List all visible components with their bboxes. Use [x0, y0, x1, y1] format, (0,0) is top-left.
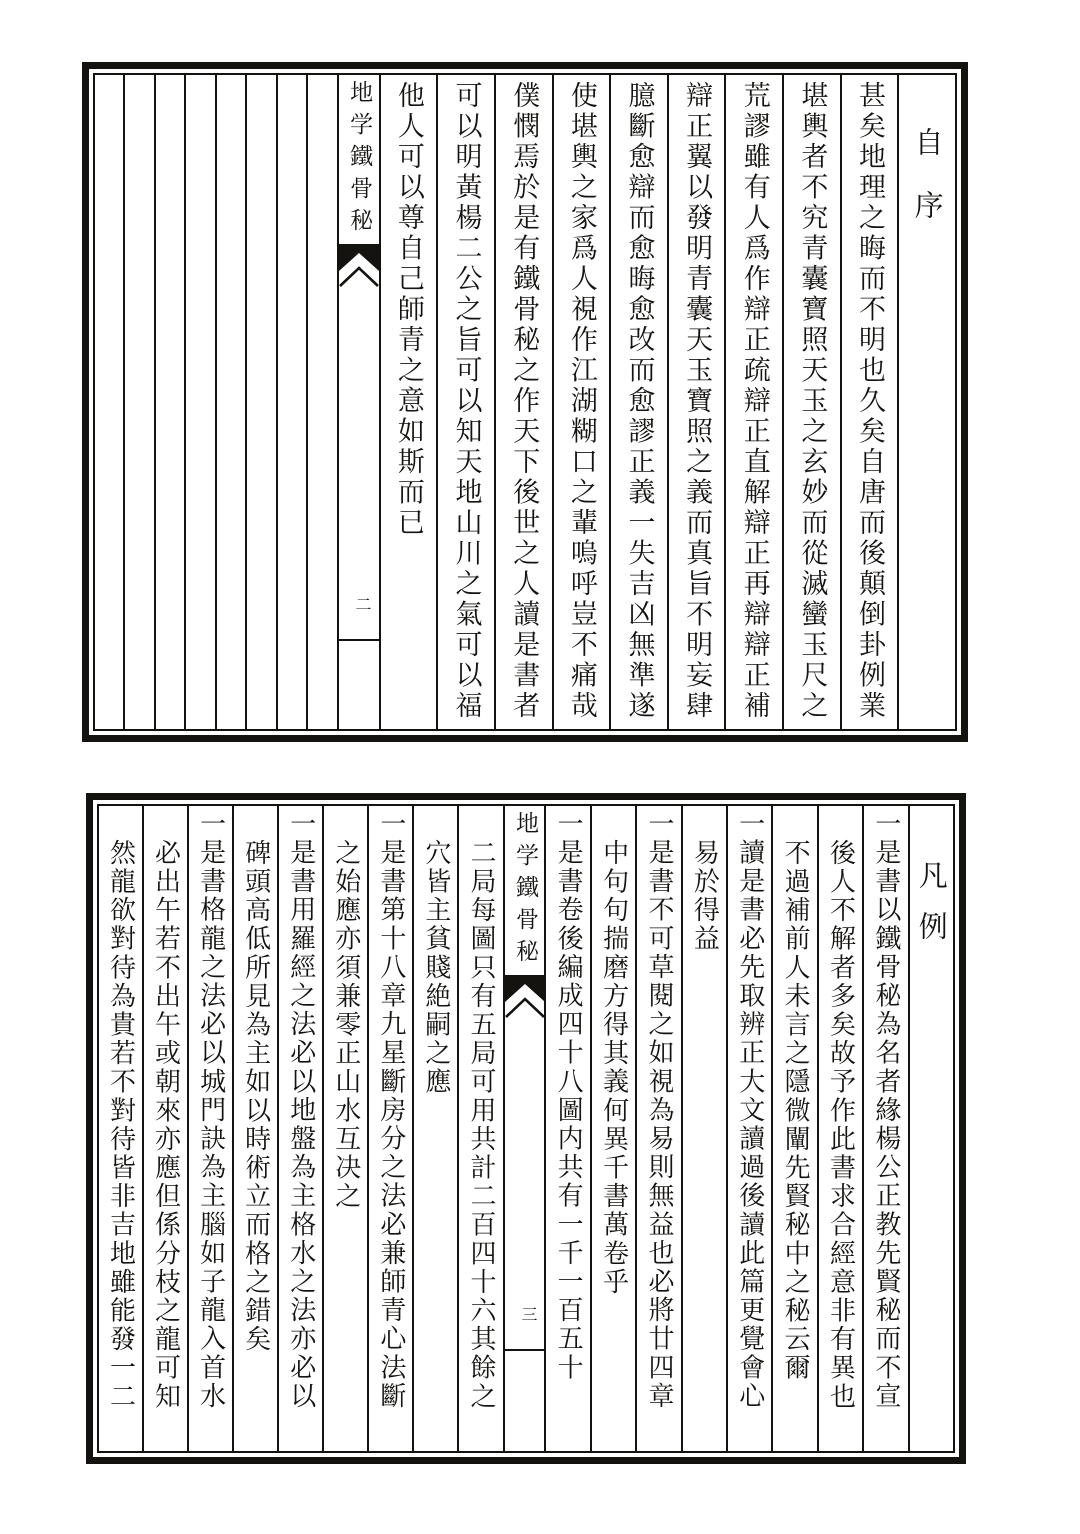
text-column — [782, 75, 840, 729]
blank-column — [276, 75, 306, 729]
column-text: 二局每圖只有五局可用共計二百四十六其餘之 — [465, 839, 496, 1411]
folio-number: 二 — [355, 595, 372, 614]
blank-column — [306, 75, 336, 729]
folio-number: 三 — [521, 1305, 538, 1324]
column-text: 中句句揣磨方得其義何異千書萬卷乎 — [598, 839, 629, 1297]
text-column — [367, 806, 412, 1451]
column-text: 荒謬雖有人爲作辯正疏辯正直解辯正再辯辯正補 — [738, 81, 770, 722]
fishtail-mark-icon — [339, 244, 379, 290]
column-text: 一讀是書必先取辨正大文讀過後讀此篇更覺會心 — [734, 810, 765, 1411]
column-text: 必出午若不出午或朝來亦應但係分枝之龍可知 — [150, 839, 181, 1411]
section-title-column — [908, 806, 953, 1451]
section-title-column — [897, 75, 955, 729]
blank-column — [215, 75, 245, 729]
column-text: 僕憫焉於是有鐵骨秘之作天下後世之人讀是書者 — [508, 81, 540, 722]
folio-preface-page — [82, 62, 968, 742]
text-column — [609, 75, 667, 729]
column-text: 辯正翼以發明青囊天玉寶照之義而真旨不明妄肆 — [681, 81, 713, 722]
text-column — [590, 806, 635, 1451]
text-column — [187, 806, 232, 1451]
column-text: 他人可以尊自己師青之意如斯而已 — [392, 81, 424, 539]
fold-bottom-box — [505, 1351, 545, 1451]
column-text: 易於得益 — [689, 839, 720, 954]
text-column — [232, 806, 277, 1451]
center-fold-column — [503, 806, 545, 1451]
column-text: 凡例 — [914, 860, 949, 962]
text-column — [99, 806, 142, 1451]
text-column — [322, 806, 367, 1451]
text-column — [862, 806, 907, 1451]
notes-left-column-group — [99, 806, 503, 1451]
fold-spacer — [339, 290, 379, 597]
column-text: 自序 — [910, 127, 945, 253]
text-column — [771, 806, 816, 1451]
fishtail-mark-icon — [505, 975, 545, 1021]
column-text: 堪輿者不究青囊寶照天玉之玄妙而從滅蠻玉尺之 — [796, 81, 828, 722]
blank-column — [154, 75, 184, 729]
folio-notes-page — [86, 793, 966, 1464]
text-column — [635, 806, 680, 1451]
column-text: 一是書第十八章九星斷房分之法必兼師青心法斷 — [375, 810, 406, 1411]
text-column — [379, 75, 437, 729]
preface-left-column-group — [95, 75, 337, 729]
text-column — [412, 806, 457, 1451]
column-text: 然龍欲對待為貴若不對待皆非吉地雖能發一二 — [105, 839, 136, 1411]
column-text: 碑頭高低所見為主如以時術立而格之錯矣 — [240, 839, 271, 1354]
column-text: 之始應亦須兼零正山水互决之 — [330, 839, 361, 1211]
blank-column — [123, 75, 153, 729]
book-title: 地学鐵骨秘 — [512, 811, 538, 971]
folio-preface-inner-frame — [93, 73, 957, 731]
text-column — [840, 75, 898, 729]
column-text: 一是書不可草閱之如視為易則無益也必將廿四章 — [643, 810, 674, 1411]
text-column — [681, 806, 726, 1451]
column-text: 一是書格龍之法必以城門訣為主腦如子龍入首水 — [195, 810, 226, 1411]
text-column — [494, 75, 552, 729]
column-text: 一是書以鐵骨秘為名者緣楊公正教先賢秘而不宣 — [870, 810, 901, 1411]
text-column — [277, 806, 322, 1451]
folio-notes-inner-frame — [97, 804, 955, 1453]
text-column — [142, 806, 187, 1451]
book-title: 地学鐵骨秘 — [346, 80, 373, 240]
notes-right-column-group — [545, 806, 954, 1451]
column-text: 後人不解者多矣故予作此書求合經意非有異也 — [825, 839, 856, 1411]
text-column — [436, 75, 494, 729]
column-text: 穴皆主貧賤絶嗣之應 — [420, 839, 451, 1097]
blank-column — [245, 75, 275, 729]
blank-column — [95, 75, 123, 729]
text-column — [544, 806, 589, 1451]
blank-column — [184, 75, 214, 729]
column-text: 一是書用羅經之法必以地盤為主格水之法亦必以 — [285, 810, 316, 1411]
text-column — [552, 75, 610, 729]
column-text: 一是書卷後編成四十八圖内共有一千一百五十 — [553, 810, 584, 1382]
text-column — [667, 75, 725, 729]
text-column — [457, 806, 502, 1451]
fold-bottom-box — [339, 641, 379, 729]
column-text: 臆斷愈辯而愈晦愈改而愈謬正義一失吉凶無準遂 — [623, 81, 655, 722]
center-fold-column — [337, 75, 379, 729]
column-text: 使堪輿之家爲人視作江湖糊口之輩嗚呼豈不痛哉 — [565, 81, 597, 722]
text-column — [724, 75, 782, 729]
text-column — [726, 806, 771, 1451]
preface-right-column-group — [379, 75, 955, 729]
column-text: 不過補前人未言之隱微闡先賢秘中之秘云爾 — [780, 839, 811, 1383]
fold-spacer — [505, 1021, 545, 1307]
column-text: 甚矣地理之晦而不明也久矣自唐而後顛倒卦例業 — [854, 81, 886, 722]
text-column — [817, 806, 862, 1451]
column-text: 可以明黃楊二公之旨可以知天地山川之氣可以福 — [450, 81, 482, 722]
